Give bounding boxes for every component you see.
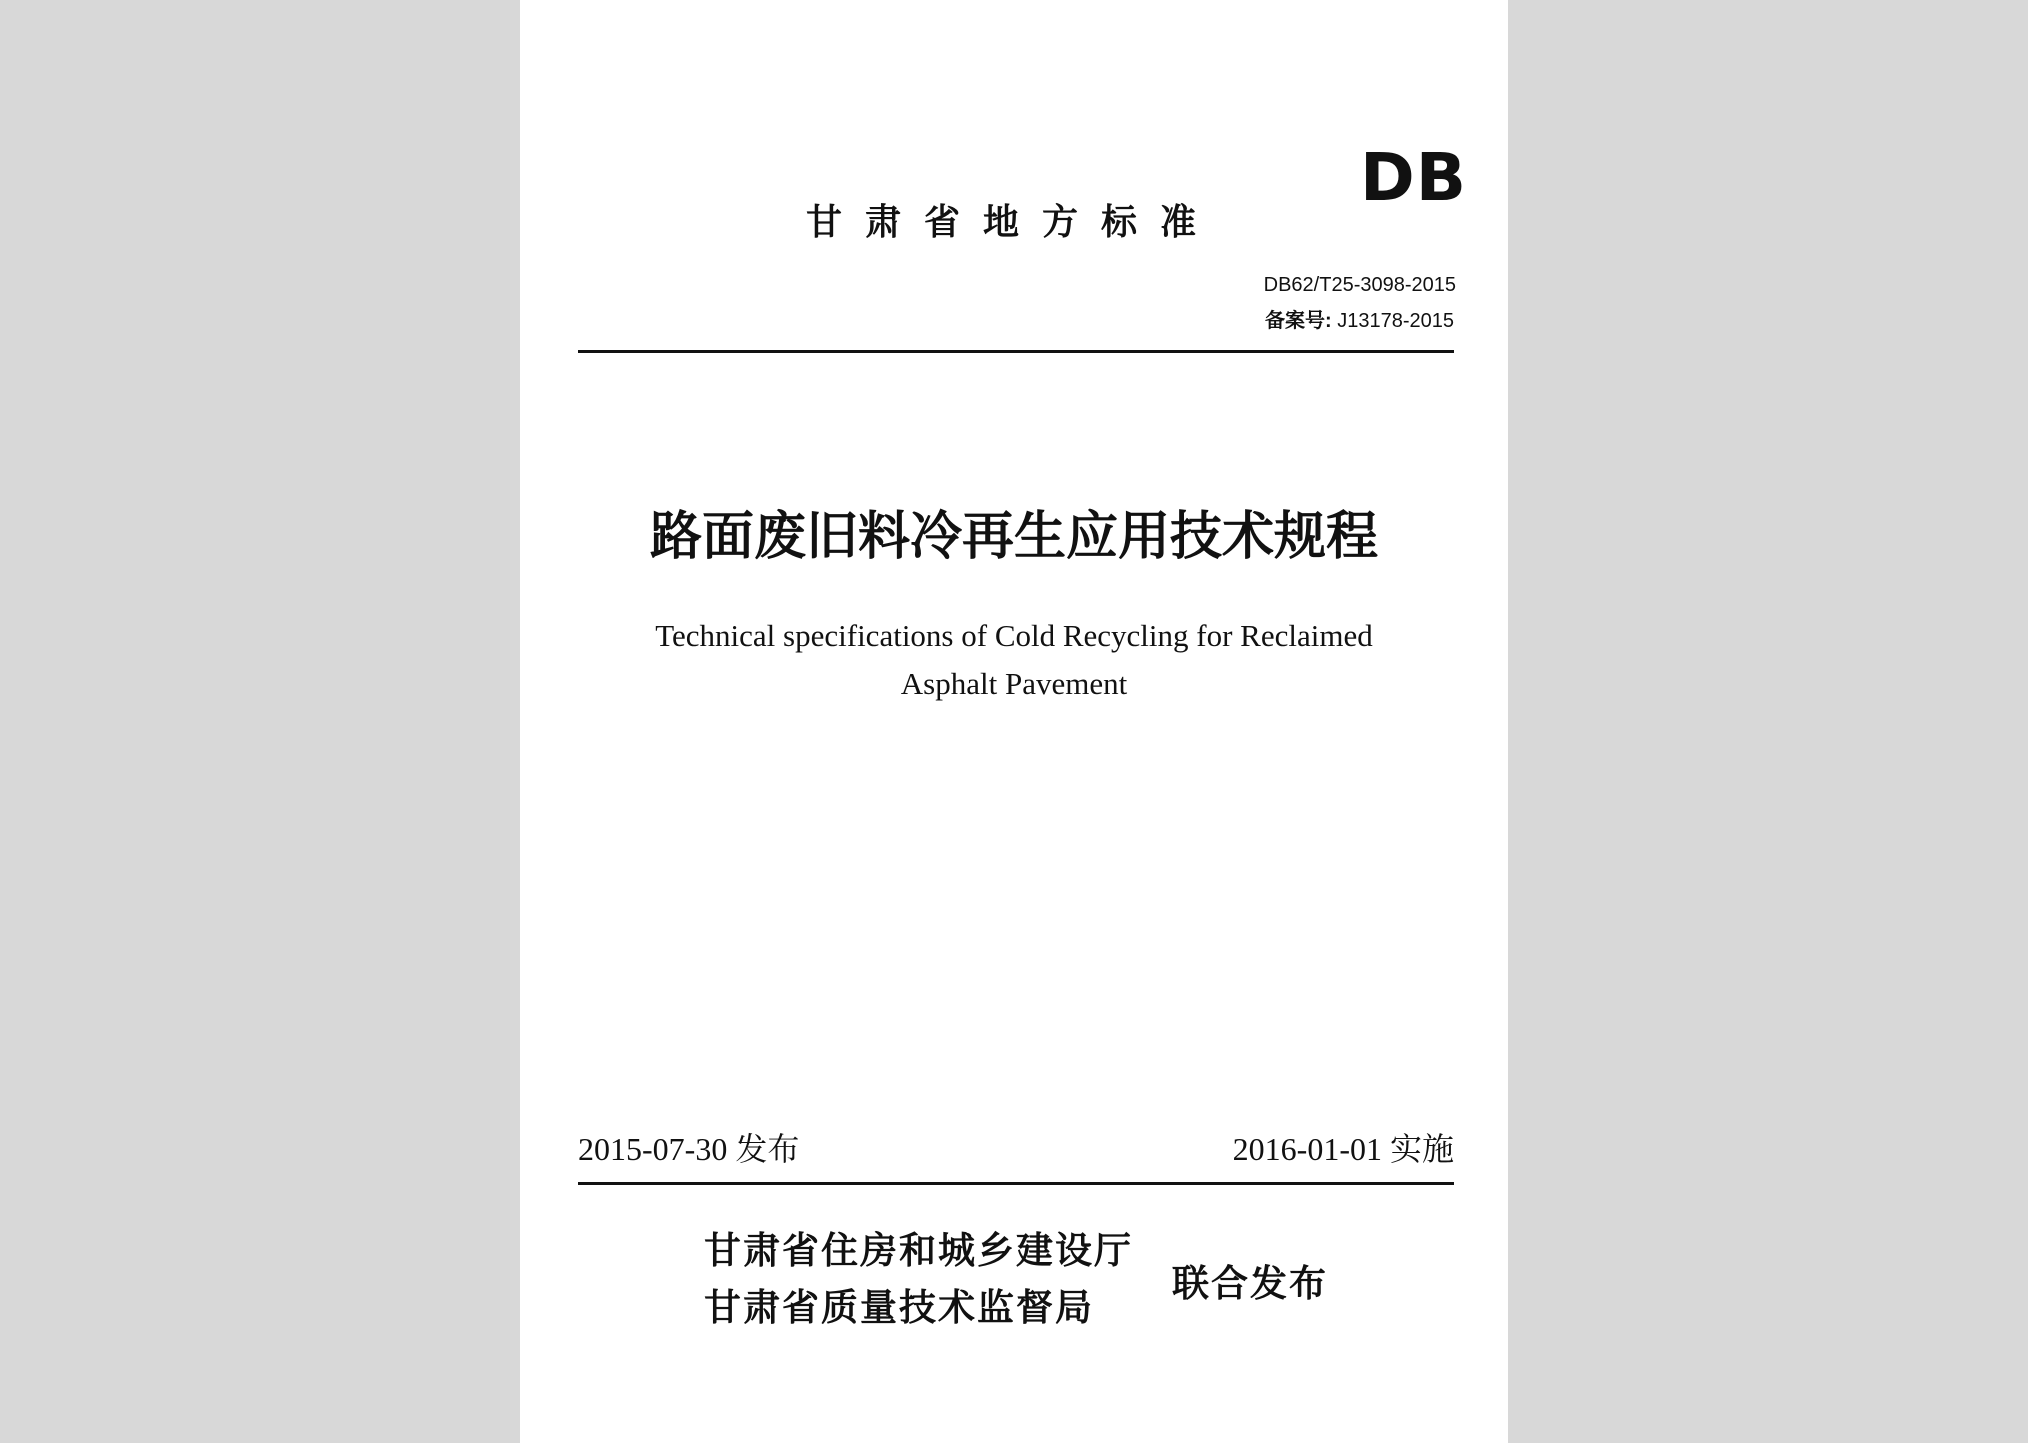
filing-number: J13178-2015	[1337, 310, 1454, 332]
standard-type-heading: 甘肃省地方标准	[806, 202, 1220, 243]
top-divider	[578, 350, 1454, 353]
filing-number-line	[1265, 311, 1454, 331]
filing-label: 备案号:	[1264, 310, 1332, 332]
standard-code: DB62/T25-3098-2015	[1263, 274, 1456, 296]
issuer-quality-bureau: 甘肃省质量技术监督局	[704, 1286, 1094, 1329]
bottom-divider	[578, 1182, 1454, 1185]
issuer-housing-department: 甘肃省住房和城乡建设厅	[704, 1229, 1133, 1272]
title-en-line-1: Technical specifications of Cold Recycling for Reclaimed	[655, 618, 1373, 653]
document-title-en	[520, 612, 1508, 708]
db-standard-mark: DB	[1360, 139, 1468, 216]
document-title-cn: 路面废旧料冷再生应用技术规程	[649, 506, 1378, 567]
document-cover-page	[520, 0, 1508, 1443]
issue-date: 2015-07-30 发布	[578, 1131, 800, 1167]
implementation-date: 2016-01-01 实施	[1232, 1131, 1454, 1167]
title-en-line-2: Asphalt Pavement	[900, 666, 1128, 701]
joint-release-label: 联合发布	[1172, 1262, 1328, 1305]
